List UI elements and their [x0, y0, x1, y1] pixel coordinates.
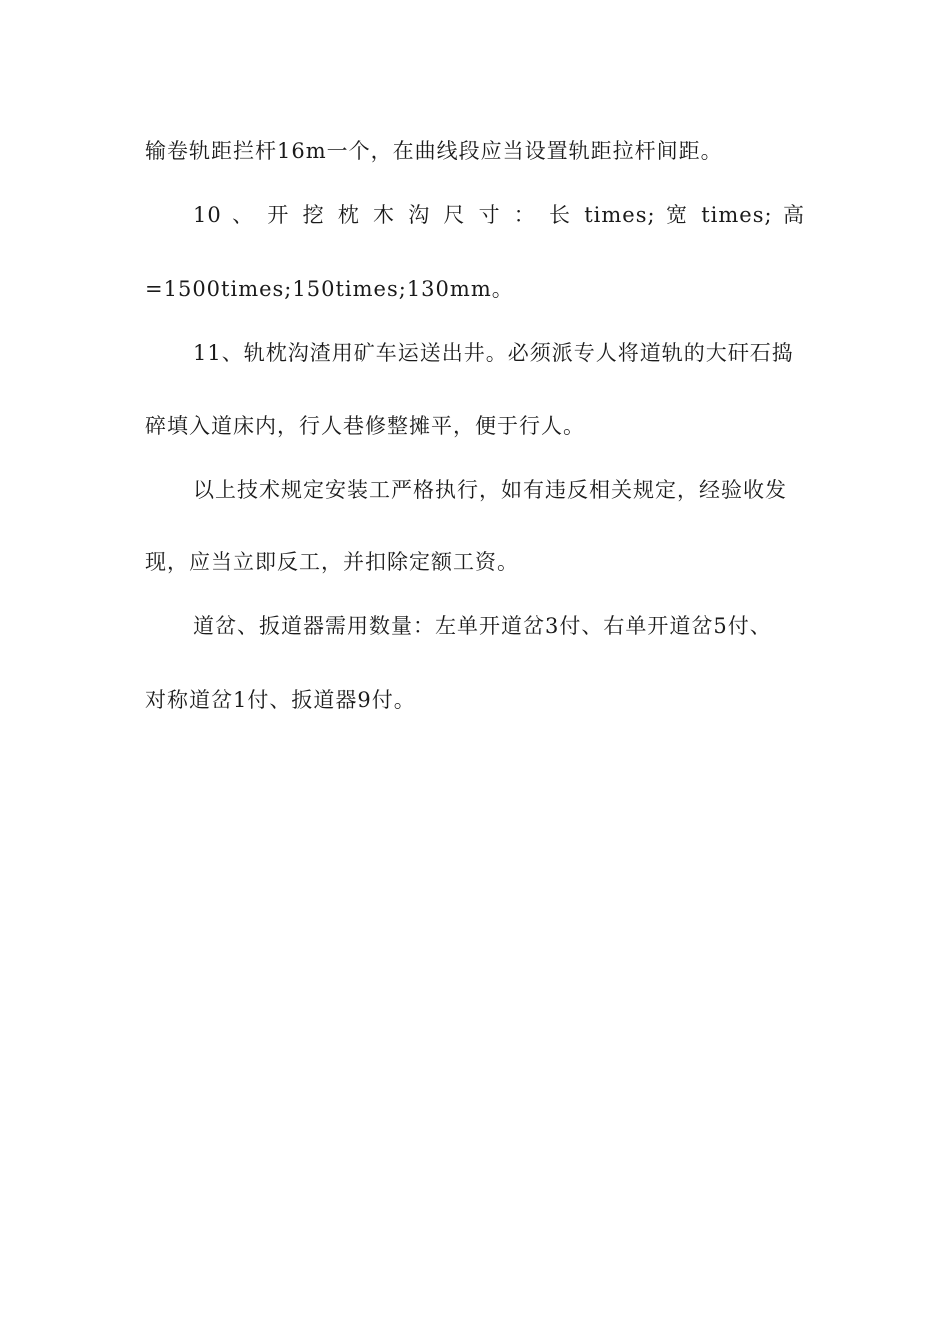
text-line-4: 11、轨枕沟渣用矿车运送出井。必须派专人将道轨的大矸石捣 [193, 341, 794, 365]
text-line-6: 以上技术规定安装工严格执行，如有违反相关规定，经验收发 [193, 478, 787, 502]
text-line-3: =1500times;150times;130mm。 [145, 277, 514, 301]
text-line-9: 对称道岔1付、扳道器9付。 [145, 688, 416, 712]
text-line-8: 道岔、扳道器需用数量：左单开道岔3付、右单开道岔5付、 [193, 614, 772, 638]
text-line-7: 现，应当立即反工，并扣除定额工资。 [145, 550, 519, 574]
text-line-1: 输卷轨距拦杆16m一个，在曲线段应当设置轨距拉杆间距。 [145, 139, 723, 163]
text-line-2: 10 、 开 挖 枕 木 沟 尺 寸 ： 长 times; 宽 times; 高 [193, 203, 805, 227]
text-line-5: 碎填入道床内，行人巷修整摊平，便于行人。 [145, 414, 585, 438]
